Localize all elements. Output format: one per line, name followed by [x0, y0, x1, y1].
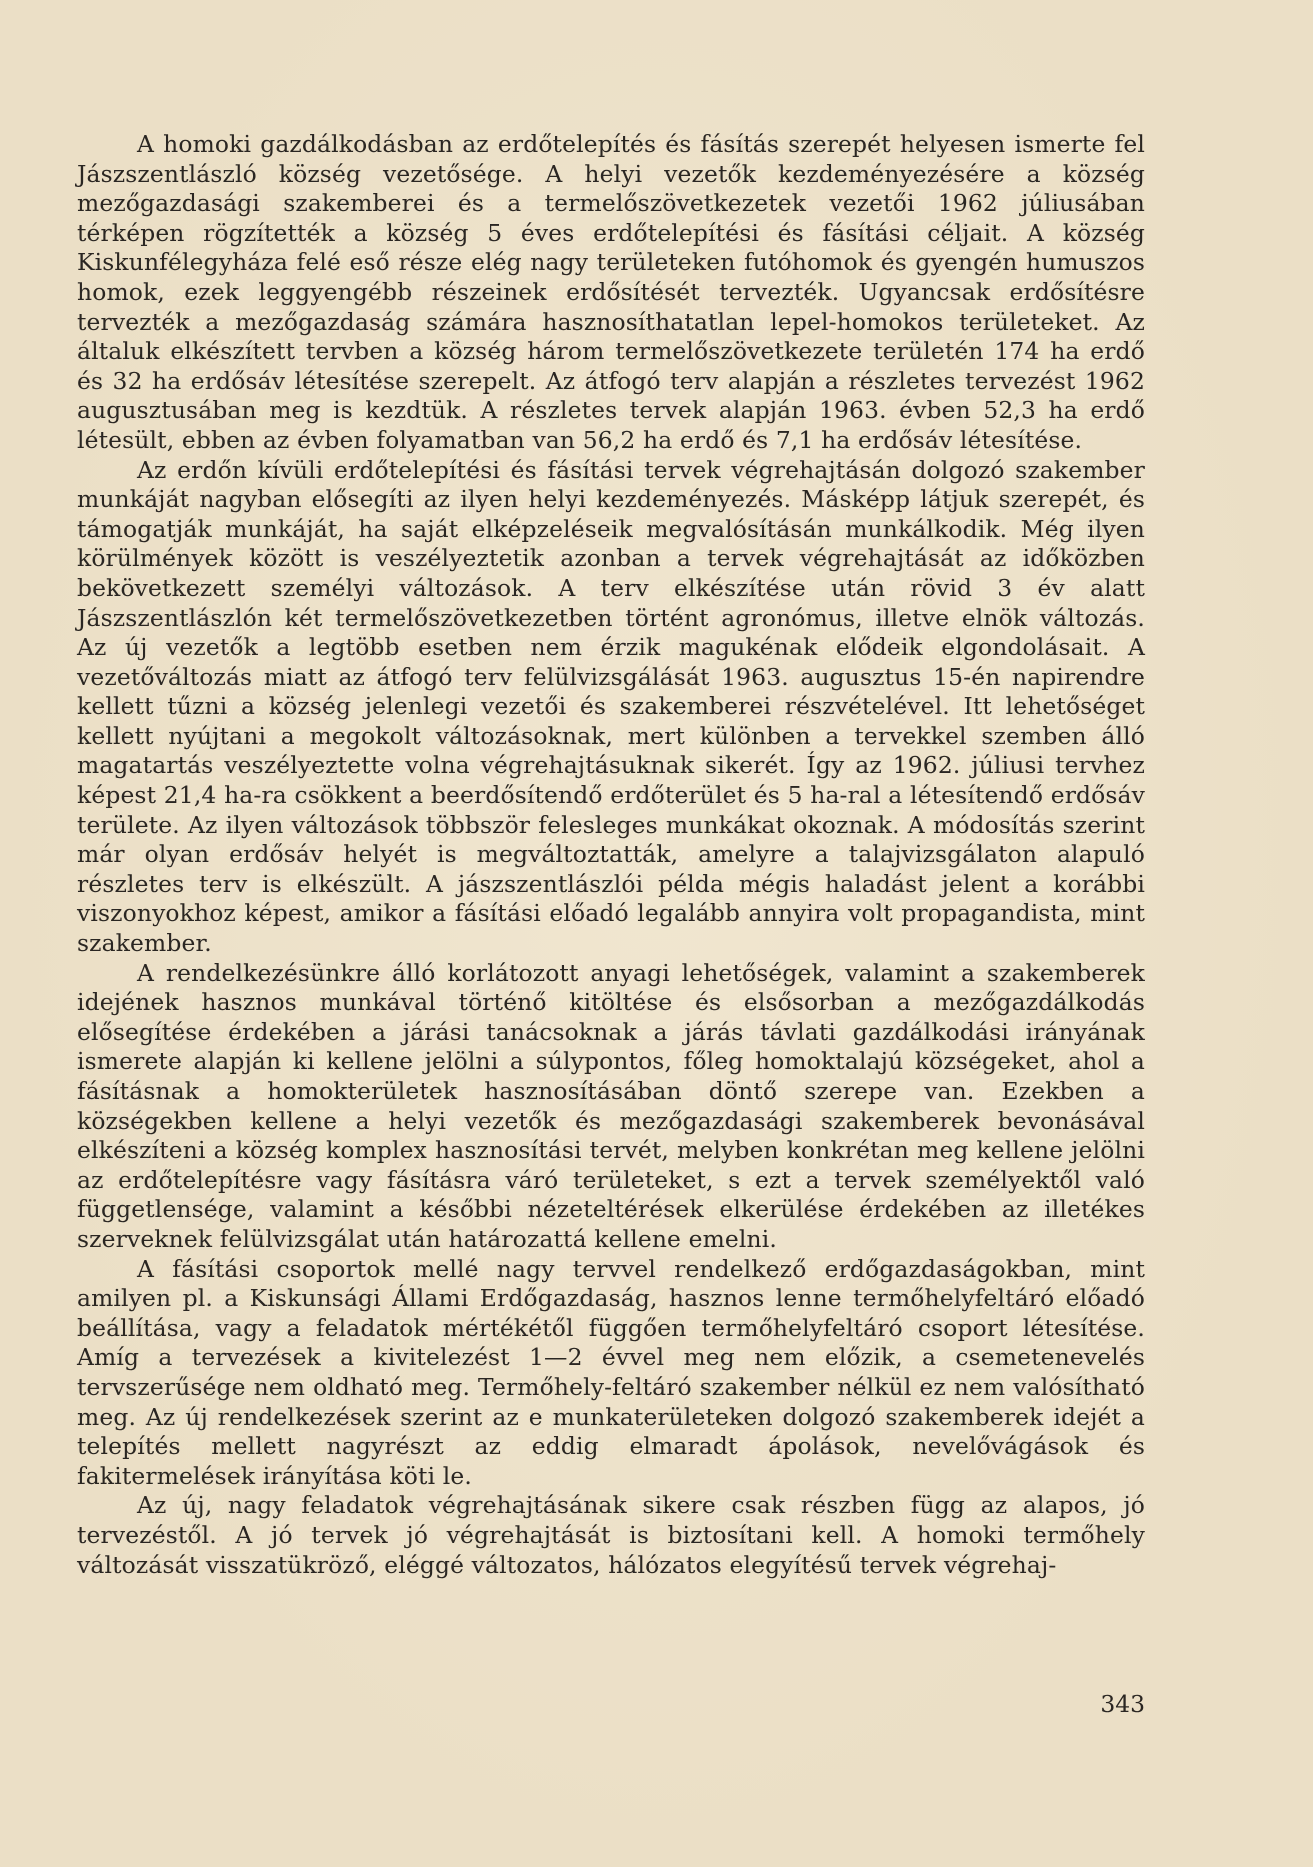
paragraph-4: A fásítási csoportok mellé nagy tervvel rendelkező erdőgazdaságokban, mint amilyen pl. a Kiskunsági Állami Erdőgazdaság, hasznos lenne termőhelyfeltáró előadó beállítása, vagy a feladatok mértékétől függően termőhelyfeltáró csoport létesítése. Amíg a tervezések a kivitelezést 1—2 évvel meg nem előzik, a csemetenevelés tervszerűsége nem oldható meg. Termőhely-feltáró szakember nélkül ez nem valósítható meg. Az új rendelkezések szerint az e munkaterületeken dolgozó szakemberek idejét a telepítés mellett nagyrészt az eddig elmaradt ápolások, nevelővágások és fakitermelések irányítása köti le.: [77, 1254, 1145, 1490]
body-text: [77, 130, 1145, 1580]
page-number: 343: [1100, 1690, 1145, 1718]
paragraph-2: Az erdőn kívüli erdőtelepítési és fásítási tervek végrehajtásán dolgozó szakember munkáját nagyban elősegíti az ilyen helyi kezdeményezés. Másképp látjuk szerepét, és támogatják munkáját, ha saját elképzeléseik megvalósításán munkálkodik. Még ilyen körülmények között is veszélyeztetik azonban a tervek végrehajtását az időközben bekövetkezett személyi változások. A terv elkészítése után rövid 3 év alatt Jászszentlászlón két termelőszövetkezetben történt agronómus, illetve elnök változás. Az új vezetők a legtöbb esetben nem érzik magukénak elődeik elgondolásait. A vezetőváltozás miatt az átfogó terv felülvizsgálását 1963. augusztus 15-én napirendre kellett tűzni a község jelenlegi vezetői és szakemberei részvételével. Itt lehetőséget kellett nyújtani a megokolt változásoknak, mert különben a tervekkel szemben álló magatartás veszélyeztette volna végrehajtásuknak sikerét. Így az 1962. júliusi tervhez képest 21,4 ha-ra csökkent a beerdősítendő erdőterület és 5 ha-ral a létesítendő erdősáv területe. Az ilyen változások többször felesleges munkákat okoznak. A módosítás szerint már olyan erdősáv helyét is megváltoztatták, amelyre a talajvizsgálaton alapuló részletes terv is elkészült. A jászszentlászlói példa mégis haladást jelent a korábbi viszonyokhoz képest, amikor a fásítási előadó legalább annyira volt propagandista, mint szakember.: [77, 455, 1145, 958]
paragraph-1: A homoki gazdálkodásban az erdőtelepítés és fásítás szerepét helyesen ismerte fel Jászszentlászló község vezetősége. A helyi vezetők kezdeményezésére a község mezőgazdasági szakemberei és a termelőszövetkezetek vezetői 1962 júliusában térképen rögzítették a község 5 éves erdőtelepítési és fásítási céljait. A község Kiskunfélegyháza felé eső része elég nagy területeken futóhomok és gyengén humuszos homok, ezek leggyengébb részeinek erdősítését tervezték. Ugyancsak erdősítésre tervezték a mezőgazdaság számára hasznosíthatatlan lepel-homokos területeket. Az általuk elkészített tervben a község három termelőszövetkezete területén 174 ha erdő és 32 ha erdősáv létesítése szerepelt. Az átfogó terv alapján a részletes tervezést 1962 augusztusában meg is kezdtük. A részletes tervek alapján 1963. évben 52,3 ha erdő létesült, ebben az évben folyamatban van 56,2 ha erdő és 7,1 ha erdősáv létesítése.: [77, 130, 1145, 454]
paragraph-5: Az új, nagy feladatok végrehajtásának sikere csak részben függ az alapos, jó tervezéstől. A jó tervek jó végrehajtását is biztosítani kell. A homoki termőhely változását visszatükröző, eléggé változatos, hálózatos elegyítésű tervek végrehaj-: [77, 1491, 1145, 1579]
paragraph-3: A rendelkezésünkre álló korlátozott anyagi lehetőségek, valamint a szakemberek idejének hasznos munkával történő kitöltése és elsősorban a mezőgazdálkodás elősegítése érdekében a járási tanácsoknak a járás távlati gazdálkodási irányának ismerete alapján ki kellene jelölni a súlypontos, főleg homoktalajú községeket, ahol a fásításnak a homokterületek hasznosításában döntő szerepe van. Ezekben a községekben kellene a helyi vezetők és mezőgazdasági szakemberek bevonásával elkészíteni a község komplex hasznosítási tervét, melyben konkrétan meg kellene jelölni az erdőtelepítésre vagy fásításra váró területeket, s ezt a tervek személyektől való függetlensége, valamint a későbbi nézeteltérések elkerülése érdekében az illetékes szerveknek felülvizsgálat után határozattá kellene emelni.: [77, 958, 1145, 1253]
